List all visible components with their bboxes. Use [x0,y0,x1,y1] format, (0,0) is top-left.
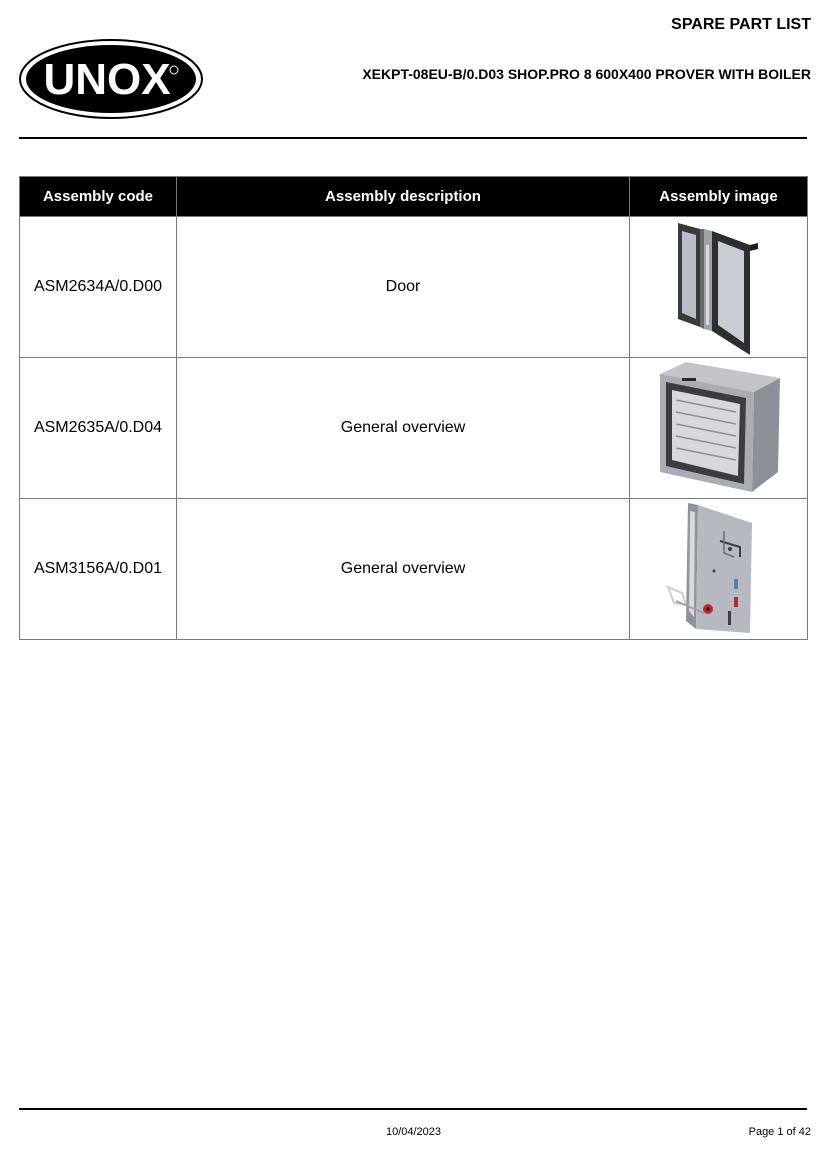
assembly-image-cell [630,217,808,358]
assembly-description: General overview [177,499,630,640]
assembly-table [19,176,808,640]
boiler-assembly-image [664,501,774,637]
table-header-row [20,177,808,217]
unox-logo [19,39,203,119]
assembly-description: General overview [177,358,630,499]
table-row [20,217,808,358]
prover-cabinet-image [654,360,784,496]
assembly-description: Door [177,217,630,358]
assembly-code: ASM2635A/0.D04 [20,358,177,499]
assembly-image-cell [630,358,808,499]
document-title: SPARE PART LIST [671,16,811,33]
table-row [20,499,808,640]
document-subtitle: XEKPT-08EU-B/0.D03 SHOP.PRO 8 600X400 PROVER WITH BOILER [362,66,811,82]
assembly-image-cell [630,499,808,640]
page-number: Page 1 of 42 [748,1126,811,1138]
column-header-image: Assembly image [630,177,808,217]
header-divider [19,137,807,139]
table-row [20,358,808,499]
footer-date: 10/04/2023 [385,1126,442,1138]
assembly-code: ASM3156A/0.D01 [20,499,177,640]
column-header-code: Assembly code [20,177,177,217]
door-assembly-image [664,219,774,355]
assembly-code: ASM2634A/0.D00 [20,217,177,358]
logo-wordmark: UNOX [43,55,171,104]
footer-divider [19,1108,807,1110]
column-header-description: Assembly description [177,177,630,217]
